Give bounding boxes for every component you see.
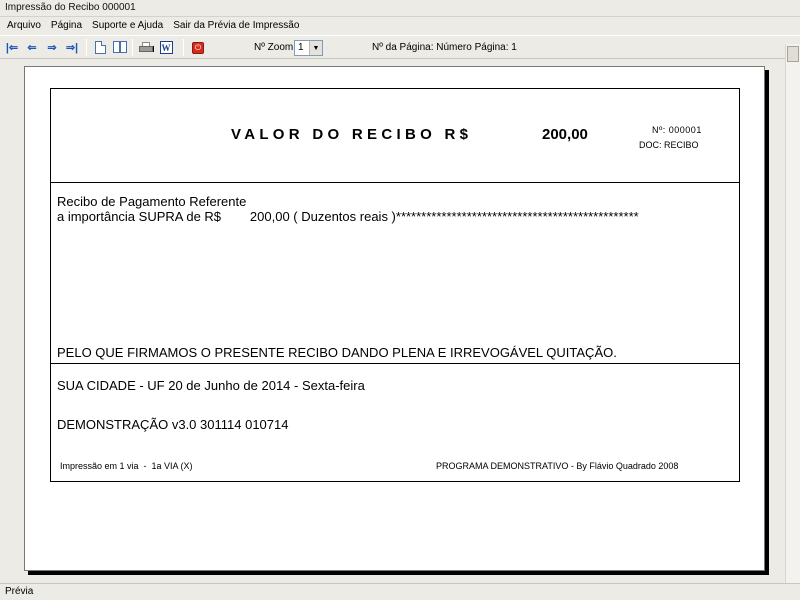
two-pages-icon[interactable] <box>112 40 128 55</box>
first-page-icon[interactable]: |⇐ <box>5 42 19 54</box>
vertical-scrollbar[interactable] <box>785 44 800 584</box>
receipt-amount-line: a importância SUPRA de R$ 200,00 ( Duzentos reais )************************************************ <box>57 209 639 224</box>
receipt-header <box>51 89 739 183</box>
receipt-title: VALOR DO RECIBO R$ <box>231 126 473 143</box>
receipt <box>50 88 740 482</box>
next-page-icon[interactable]: ⇒ <box>47 42 57 54</box>
last-page-icon[interactable]: ⇒| <box>65 42 79 54</box>
receipt-demo-version: DEMONSTRAÇÃO v3.0 301114 010714 <box>57 417 289 432</box>
toolbar-separator <box>132 39 133 56</box>
menu-sair-previa[interactable]: Sair da Prévia de Impressão <box>173 20 300 31</box>
receipt-city-date: SUA CIDADE - UF 20 de Junho de 2014 - Sexta-feira <box>57 378 365 393</box>
menu-suporte-ajuda[interactable]: Suporte e Ajuda <box>92 20 164 31</box>
receipt-quitacao: PELO QUE FIRMAMOS O PRESENTE RECIBO DANDO PLENA E IRREVOGÁVEL QUITAÇÃO. <box>57 345 617 360</box>
receipt-footer-credits: PROGRAMA DEMONSTRATIVO - By Flávio Quadrado 2008 <box>436 461 679 471</box>
page-info: Nº da Página: Número Página: 1 <box>372 42 517 53</box>
zoom-value: 1 <box>298 42 304 53</box>
menu-bar <box>0 17 800 34</box>
receipt-number: Nº: 000001 <box>652 125 702 135</box>
receipt-reference-line: Recibo de Pagamento Referente <box>57 194 247 209</box>
menu-pagina[interactable]: Página <box>50 20 83 31</box>
previous-page-icon[interactable]: ⇐ <box>27 42 37 54</box>
scrollbar-thumb[interactable] <box>787 46 799 62</box>
exit-icon[interactable]: ⏻ <box>190 40 206 55</box>
zoom-label: Nº Zoom <box>254 42 294 53</box>
single-page-icon[interactable] <box>92 40 108 55</box>
window-title: Impressão do Recibo 000001 <box>0 0 800 17</box>
printer-icon[interactable] <box>138 40 154 55</box>
receipt-footer-copies: Impressão em 1 via - 1a VIA (X) <box>60 461 193 471</box>
toolbar <box>0 35 800 59</box>
receipt-amount: 200,00 <box>542 126 588 143</box>
zoom-select[interactable] <box>294 40 323 56</box>
status-bar: Prévia <box>0 583 800 600</box>
chevron-down-icon[interactable]: ▼ <box>309 41 322 55</box>
toolbar-separator <box>86 39 87 56</box>
menu-arquivo[interactable]: Arquivo <box>7 20 41 31</box>
toolbar-separator <box>183 39 184 56</box>
receipt-doc-type: DOC: RECIBO <box>639 140 699 150</box>
receipt-body <box>51 184 739 364</box>
word-export-icon[interactable]: W <box>161 42 171 53</box>
